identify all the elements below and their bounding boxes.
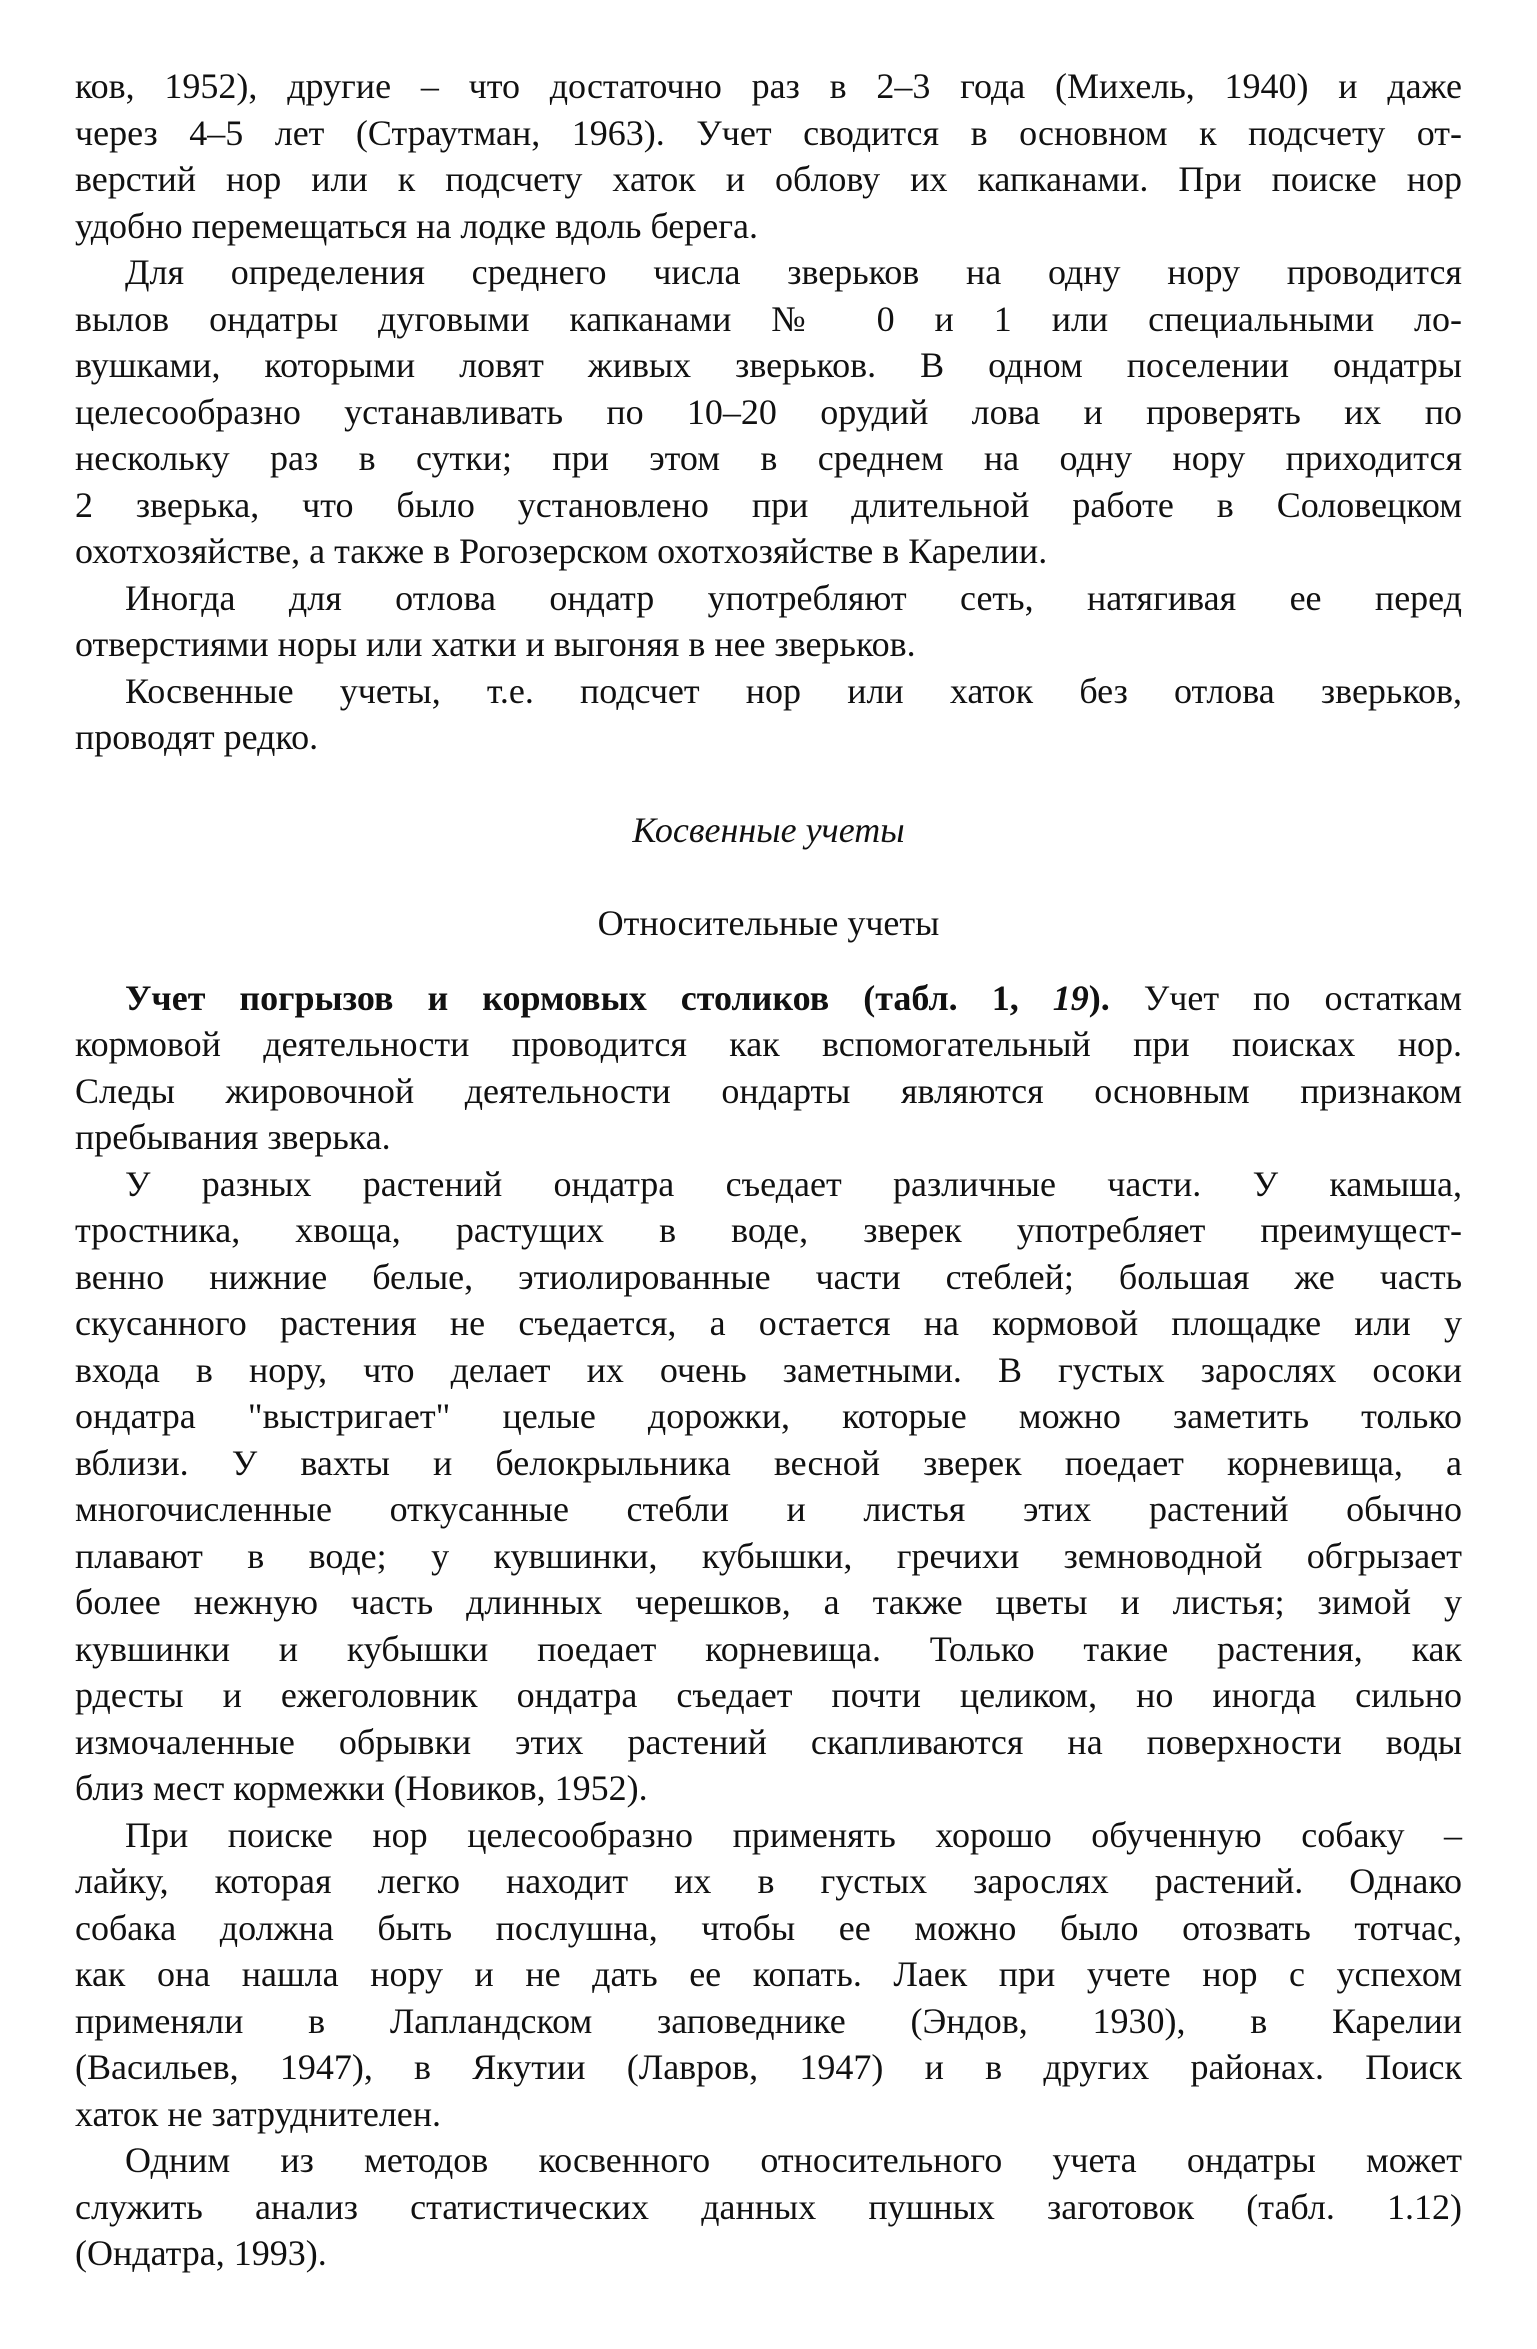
text-section-after [75, 1161, 1462, 2277]
paragraph-line: как она нашла нору и не дать ее копать. Лаек при учете нор с успехом [75, 1954, 1462, 1994]
paragraph-line: При поиске нор целесообразно применять хорошо обученную собаку – [125, 1814, 1462, 1855]
paragraph-line: Косвенные учеты, т.е. подсчет нор или хаток без отлова зверьков, [125, 670, 1462, 711]
paragraph-line: лайку, которая легко находит их в густых зарослях растений. Однако [75, 1861, 1462, 1901]
paragraph-line: вушками, которыми ловят живых зверьков. В одном поселении ондатры [75, 345, 1462, 385]
paragraph-line: кормовой деятельности проводится как вспомогательный при поисках нор. [75, 1024, 1462, 1064]
paragraph-line: У разных растений ондатра съедает различные части. У камыша, [125, 1163, 1462, 1204]
paragraph-line: служить анализ статистических данных пушных заготовок (табл. 1.12) [75, 2186, 1462, 2227]
paragraph-line: более нежную часть длинных черешков, а также цветы и листья; зимой у [75, 1582, 1462, 1622]
paragraph-line: (Ондатра, 1993). [75, 2233, 327, 2273]
paragraph-line: ондатра "выстригает" целые дорожки, которые можно заметить только [75, 1396, 1462, 1436]
paragraph-line: вблизи. У вахты и белокрыльника весной зверек поедает корневища, а [75, 1442, 1462, 1483]
paragraph-title-end: ). [1088, 977, 1110, 1018]
paragraph-line: Иногда для отлова ондатр употребляют сеть, натягивая ее перед [125, 577, 1462, 618]
paragraph-line: тростника, хвоща, растущих в воде, зверек употребляет преимущест- [75, 1210, 1462, 1250]
paragraph [75, 1812, 1462, 2138]
paragraph-line: плавают в воде; у кувшинки, кубышки, гречихи земноводной обгрызает [75, 1535, 1462, 1576]
paragraph-line: хаток не затруднителен. [75, 2093, 442, 2134]
paragraph-line: Одним из методов косвенного относительного учета ондатры может [125, 2140, 1462, 2180]
paragraph [75, 249, 1462, 575]
paragraph-line: венно нижние белые, этиолированные части стеблей; большая же часть [75, 1256, 1462, 1297]
paragraph-line: измочаленные обрывки этих растений скапливаются на поверхности воды [75, 1721, 1462, 1762]
paragraph-title: Учет погрызов и кормовых столиков (табл. 1, [125, 977, 1053, 1018]
paragraph-line: (Васильев, 1947), в Якутии (Лавров, 1947) и в других районах. Поиск [75, 2047, 1462, 2087]
paragraph-line: близ мест кормежки (Новиков, 1952). [75, 1768, 648, 1808]
paragraph-line: удобно перемещаться на лодке вдоль берега. [75, 205, 758, 246]
paragraph-line: Следы жировочной деятельности ондарты являются основным признаком [75, 1070, 1462, 1111]
paragraph-line: кувшинки и кубышки поедает корневища. Только такие растения, как [75, 1628, 1462, 1669]
paragraph-line: верстий нор или к подсчету хаток и облову их капканами. При поиске нор [75, 159, 1462, 199]
paragraph [75, 575, 1462, 668]
text-section-before [75, 63, 1462, 761]
paragraph-line [75, 975, 1462, 1022]
paragraph-line: отверстиями норы или хатки и выгоняя в нее зверьков. [75, 624, 916, 664]
table-number: 19 [1052, 977, 1089, 1018]
document-page [75, 63, 1462, 2277]
paragraph-line: вылов ондатры дуговыми капканами № 0 и 1 или специальными ло- [75, 298, 1462, 339]
paragraph [75, 668, 1462, 761]
paragraph-line: через 4–5 лет (Страутман, 1963). Учет сводится в основном к подсчету от- [75, 112, 1462, 153]
paragraph-line: нескольку раз в сутки; при этом в среднем на одну нору приходится [75, 438, 1462, 478]
paragraph-line: целесообразно устанавливать по 10–20 орудий лова и проверять их по [75, 391, 1462, 432]
paragraph-line: входа в нору, что делает их очень заметными. В густых зарослях осоки [75, 1349, 1462, 1390]
paragraph-line: пребывания зверька. [75, 1117, 391, 1157]
paragraph-line: применяли в Лапландском заповеднике (Эндов, 1930), в Карелии [75, 2000, 1462, 2041]
paragraph-line: ков, 1952), другие – что достаточно раз в 2–3 года (Михель, 1940) и даже [75, 66, 1462, 106]
paragraph [75, 1161, 1462, 1812]
paragraph-line: охотхозяйстве, а также в Рогозерском охотхозяйстве в Карелии. [75, 531, 1048, 571]
paragraph-line: собака должна быть послушна, чтобы ее можно было отозвать тотчас, [75, 1907, 1462, 1948]
paragraph-line: рдесты и ежеголовник ондатра съедает почти целиком, но иногда сильно [75, 1675, 1462, 1715]
paragraph-line: проводят редко. [75, 717, 319, 757]
paragraph [75, 63, 1462, 249]
paragraph-feeding-signs [75, 975, 1462, 1161]
section-heading: Косвенные учеты [632, 810, 905, 850]
paragraph [75, 2137, 1462, 2277]
paragraph-line: многочисленные откусанные стебли и листья этих растений обычно [75, 1489, 1462, 1529]
paragraph-line: скусанного растения не съедается, а остается на кормовой площадке или у [75, 1303, 1462, 1343]
paragraph-line: 2 зверька, что было установлено при длительной работе в Соловецком [75, 484, 1462, 525]
paragraph-line: Для определения среднего числа зверьков на одну нору проводится [125, 252, 1462, 292]
paragraph-first-line-text: Учет по остаткам [1109, 977, 1462, 1018]
subsection-heading: Относительные учеты [597, 903, 940, 943]
